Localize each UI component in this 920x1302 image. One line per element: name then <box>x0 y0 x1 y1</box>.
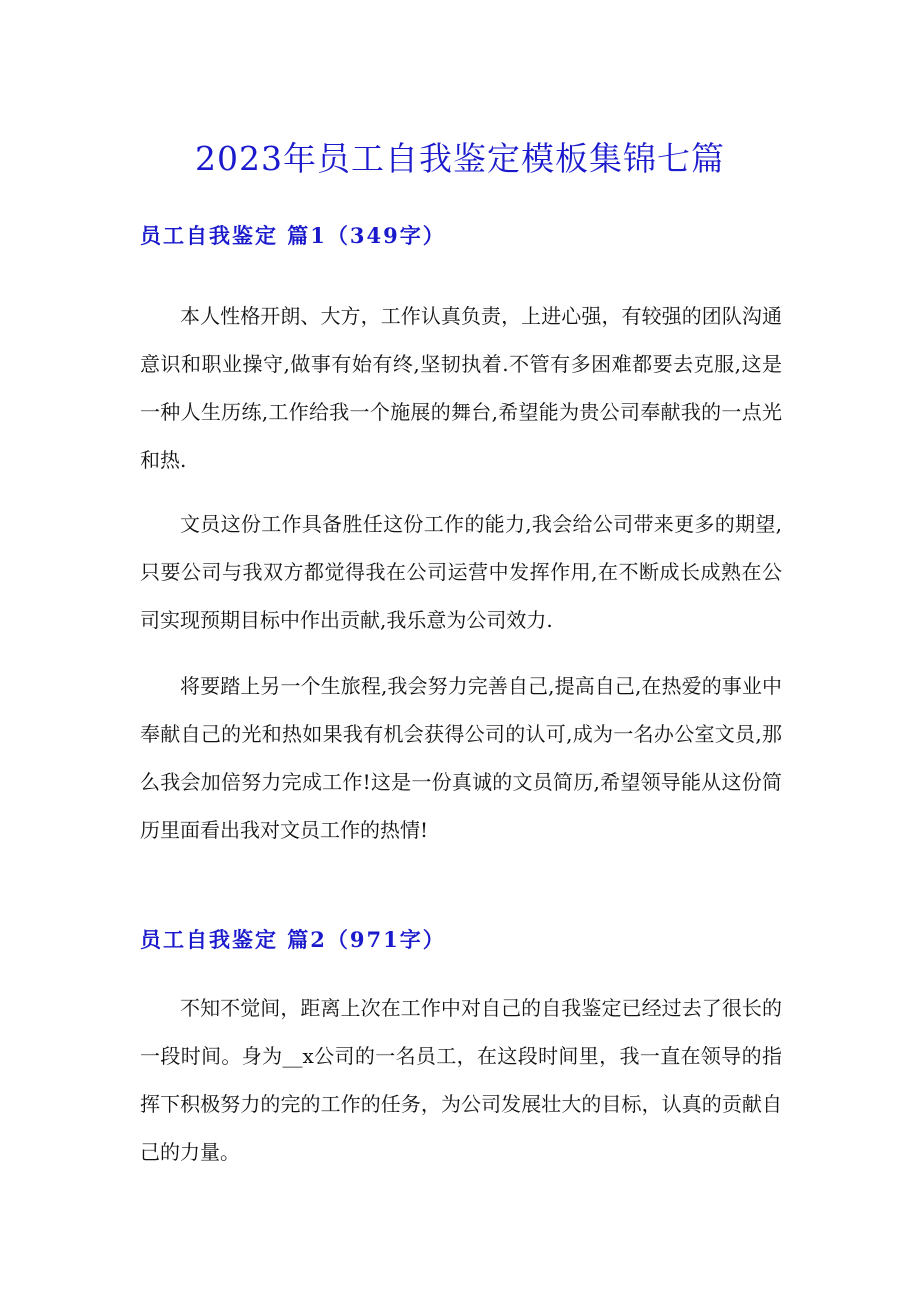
section-heading-2: 员工自我鉴定 篇2（971字） <box>140 927 446 952</box>
section-2-paragraph-1: 不知不觉间，距离上次在工作中对自己的自我鉴定已经过去了很长的一段时间。身为__x公司的一名员工，在这段时间里，我一直在领导的指挥下积极努力的完的工作的任务，为公司发展壮大的目标，认真的贡献自己的力量。 <box>140 996 782 1164</box>
document-title: 2023年员工自我鉴定模板集锦七篇 <box>195 139 725 178</box>
section-1-paragraph-3: 将要踏上另一个生旅程,我会努力完善自己,提高自己,在热爱的事业中奉献自己的光和热如果我有机会获得公司的认可,成为一名办公室文员,那么我会加倍努力完成工作!这是一份真诚的文员简历,希望领导能从这份简历里面看出我对文员工作的热情! <box>140 674 782 842</box>
section-heading-1: 员工自我鉴定 篇1（349字） <box>140 223 446 248</box>
section-1-paragraph-2: 文员这份工作具备胜任这份工作的能力,我会给公司带来更多的期望,只要公司与我双方都觉得我在公司运营中发挥作用,在不断成长成熟在公司实现预期目标中作出贡献,我乐意为公司效力. <box>140 512 782 632</box>
section-1-paragraph-1: 本人性格开朗、大方，工作认真负责，上进心强，有较强的团队沟通意识和职业操守,做事有始有终,坚韧执着.不管有多困难都要去克服,这是一种人生历练,工作给我一个施展的舞台,希望能为贵公司奉献我的一点光和热. <box>140 304 782 472</box>
